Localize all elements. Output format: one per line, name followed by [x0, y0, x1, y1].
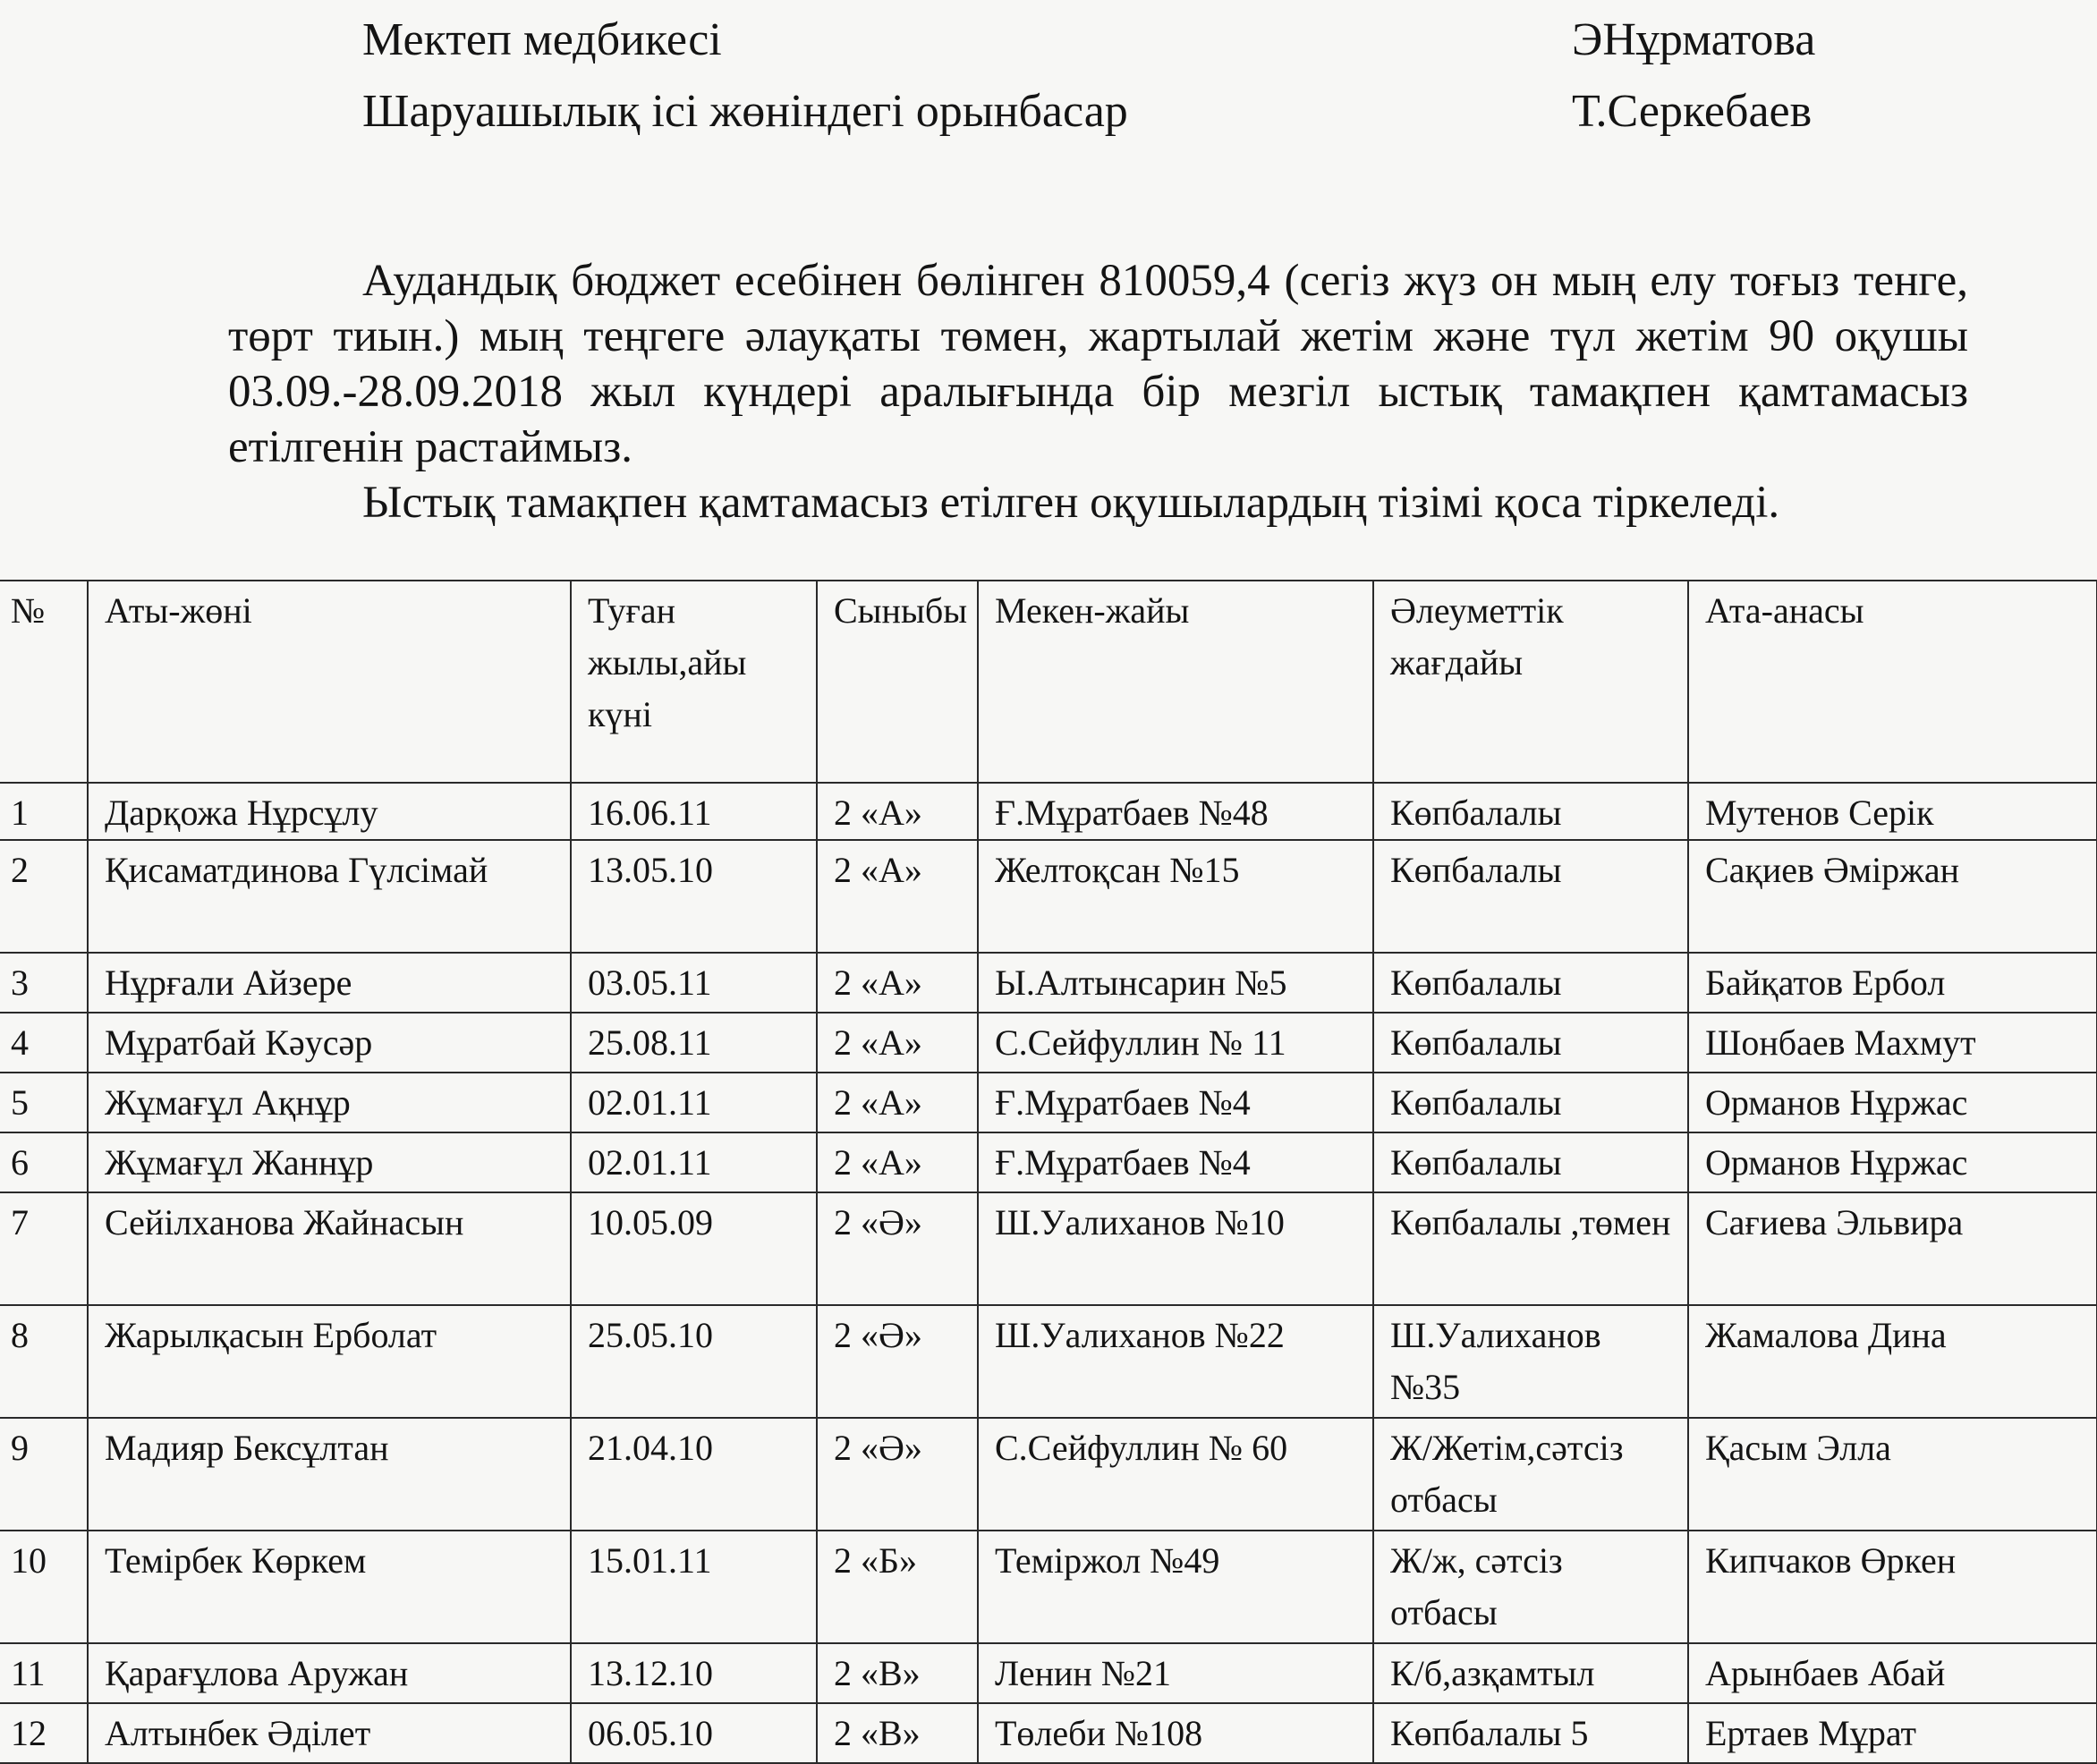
- cell-class: 2 «Ә»: [817, 1418, 978, 1531]
- table-row: [0, 1192, 2097, 1305]
- cell-full-name: Дарқожа Нұрсұлу: [88, 783, 571, 840]
- cell-social-status: Көпбалалы: [1373, 1073, 1688, 1132]
- cell-number: 5: [0, 1073, 88, 1132]
- signature-title-nurse: Мектеп медбикесі: [362, 14, 722, 65]
- cell-number: 6: [0, 1132, 88, 1192]
- cell-class: 2 «А»: [817, 1073, 978, 1132]
- cell-full-name: Қарағұлова Аружан: [88, 1643, 571, 1703]
- cell-number: 7: [0, 1192, 88, 1305]
- table-row: [0, 1132, 2097, 1192]
- cell-social-status: Ж/ж, сәтсіз отбасы: [1373, 1531, 1688, 1643]
- cell-address: Төлеби №108: [978, 1703, 1373, 1763]
- cell-full-name: Мұратбай Кәусәр: [88, 1013, 571, 1073]
- table-row: [0, 1418, 2097, 1531]
- signature-title-deputy: Шаруашылық ісі жөніндегі орынбасар: [362, 86, 1128, 137]
- table-row: [0, 840, 2097, 953]
- table-row: [0, 1703, 2097, 1763]
- statement-text: Аудандық бюджет есебінен бөлінген 810059,4 (сегіз жүз он мың елу тоғыз тенге, төрт тиын.) мың теңгеге әлауқаты төмен, жартылай жетім және түл жетім 90 оқушы 03.09.-28.09.2018 жыл күндері аралығында бір мезгіл ыстық тамақпен қамтамасыз етілгенін растаймыз.: [228, 256, 1968, 472]
- cell-parents: Ертаев Мұрат: [1688, 1703, 2097, 1763]
- cell-address: Ш.Уалиханов №10: [978, 1192, 1373, 1305]
- cell-address: Ғ.Мұратбаев №4: [978, 1132, 1373, 1192]
- cell-parents: Сақиев Әміржан: [1688, 840, 2097, 953]
- table-row: [0, 783, 2097, 840]
- table-row: [0, 1643, 2097, 1703]
- cell-full-name: Темірбек Көркем: [88, 1531, 571, 1643]
- cell-birth-date: 21.04.10: [571, 1418, 817, 1531]
- cell-social-status: Көпбалалы 5: [1373, 1703, 1688, 1763]
- header-birth-date: Туған жылы,айы күні: [571, 581, 817, 783]
- header-class: Сыныбы: [817, 581, 978, 783]
- cell-social-status: Көпбалалы: [1373, 840, 1688, 953]
- cell-birth-date: 10.05.09: [571, 1192, 817, 1305]
- cell-full-name: Мадияр Бексұлтан: [88, 1418, 571, 1531]
- cell-address: С.Сейфуллин № 11: [978, 1013, 1373, 1073]
- students-table: [0, 580, 2097, 1764]
- cell-number: 1: [0, 783, 88, 840]
- signature-name-nurse: ЭНұрматова: [1572, 14, 1816, 65]
- cell-full-name: Жұмағұл Ақнұр: [88, 1073, 571, 1132]
- cell-social-status: Көпбалалы: [1373, 1132, 1688, 1192]
- cell-birth-date: 25.05.10: [571, 1305, 817, 1418]
- cell-address: Желтоқсан №15: [978, 840, 1373, 953]
- cell-social-status: Көпбалалы: [1373, 1013, 1688, 1073]
- cell-number: 11: [0, 1643, 88, 1703]
- cell-birth-date: 25.08.11: [571, 1013, 817, 1073]
- cell-class: 2 «А»: [817, 953, 978, 1013]
- cell-birth-date: 16.06.11: [571, 783, 817, 840]
- cell-parents: Қасым Элла: [1688, 1418, 2097, 1531]
- cell-full-name: Алтынбек Әділет: [88, 1703, 571, 1763]
- cell-parents: Шонбаев Махмут: [1688, 1013, 2097, 1073]
- cell-number: 12: [0, 1703, 88, 1763]
- cell-number: 10: [0, 1531, 88, 1643]
- cell-address: Ленин №21: [978, 1643, 1373, 1703]
- cell-parents: Арынбаев Абай: [1688, 1643, 2097, 1703]
- cell-social-status: Ж/Жетім,сәтсіз отбасы: [1373, 1418, 1688, 1531]
- cell-birth-date: 02.01.11: [571, 1073, 817, 1132]
- cell-parents: Мутенов Серік: [1688, 783, 2097, 840]
- cell-full-name: Сейілханова Жайнасын: [88, 1192, 571, 1305]
- cell-parents: Жамалова Дина: [1688, 1305, 2097, 1418]
- cell-address: Ғ.Мұратбаев №4: [978, 1073, 1373, 1132]
- cell-address: Теміржол №49: [978, 1531, 1373, 1643]
- table-row: [0, 1013, 2097, 1073]
- cell-social-status: Көпбалалы: [1373, 783, 1688, 840]
- attachment-note: Ыстық тамақпен қамтамасыз етілген оқушылардың тізімі қоса тіркеледі.: [362, 478, 1780, 528]
- cell-address: С.Сейфуллин № 60: [978, 1418, 1373, 1531]
- table-row: [0, 1073, 2097, 1132]
- cell-class: 2 «А»: [817, 840, 978, 953]
- cell-class: 2 «Ә»: [817, 1192, 978, 1305]
- header-address: Мекен-жайы: [978, 581, 1373, 783]
- table-header-row: [0, 581, 2097, 783]
- cell-full-name: Қисаматдинова Гүлсімай: [88, 840, 571, 953]
- cell-number: 9: [0, 1418, 88, 1531]
- cell-number: 8: [0, 1305, 88, 1418]
- header-social-status: Әлеуметтік жағдайы: [1373, 581, 1688, 783]
- cell-parents: Байқатов Ербол: [1688, 953, 2097, 1013]
- cell-class: 2 «А»: [817, 1013, 978, 1073]
- cell-number: 4: [0, 1013, 88, 1073]
- cell-parents: Кипчаков Өркен: [1688, 1531, 2097, 1643]
- header-number: №: [0, 581, 88, 783]
- cell-birth-date: 03.05.11: [571, 953, 817, 1013]
- statement-block: [228, 253, 1968, 530]
- cell-full-name: Нұрғали Айзере: [88, 953, 571, 1013]
- cell-birth-date: 13.05.10: [571, 840, 817, 953]
- cell-address: Ғ.Мұратбаев №48: [978, 783, 1373, 840]
- table-row: [0, 1305, 2097, 1418]
- cell-parents: Сағиева Эльвира: [1688, 1192, 2097, 1305]
- cell-birth-date: 15.01.11: [571, 1531, 817, 1643]
- cell-birth-date: 02.01.11: [571, 1132, 817, 1192]
- cell-class: 2 «В»: [817, 1703, 978, 1763]
- cell-number: 3: [0, 953, 88, 1013]
- cell-social-status: Ш.Уалиханов №35: [1373, 1305, 1688, 1418]
- cell-birth-date: 06.05.10: [571, 1703, 817, 1763]
- cell-class: 2 «Ә»: [817, 1305, 978, 1418]
- cell-class: 2 «Б»: [817, 1531, 978, 1643]
- cell-social-status: К/б,азқамтыл: [1373, 1643, 1688, 1703]
- cell-parents: Орманов Нұржас: [1688, 1132, 2097, 1192]
- cell-class: 2 «В»: [817, 1643, 978, 1703]
- table-row: [0, 1531, 2097, 1643]
- cell-social-status: Көпбалалы: [1373, 953, 1688, 1013]
- cell-class: 2 «А»: [817, 1132, 978, 1192]
- cell-birth-date: 13.12.10: [571, 1643, 817, 1703]
- signature-name-deputy: Т.Серкебаев: [1572, 86, 1813, 137]
- table-row: [0, 953, 2097, 1013]
- cell-parents: Орманов Нұржас: [1688, 1073, 2097, 1132]
- cell-full-name: Жарылқасын Ерболат: [88, 1305, 571, 1418]
- cell-address: Ш.Уалиханов №22: [978, 1305, 1373, 1418]
- header-parents: Ата-анасы: [1688, 581, 2097, 783]
- cell-class: 2 «А»: [817, 783, 978, 840]
- cell-number: 2: [0, 840, 88, 953]
- cell-address: Ы.Алтынсарин №5: [978, 953, 1373, 1013]
- cell-full-name: Жұмағұл Жаннұр: [88, 1132, 571, 1192]
- header-full-name: Аты-жөні: [88, 581, 571, 783]
- cell-social-status: Көпбалалы ,төмен: [1373, 1192, 1688, 1305]
